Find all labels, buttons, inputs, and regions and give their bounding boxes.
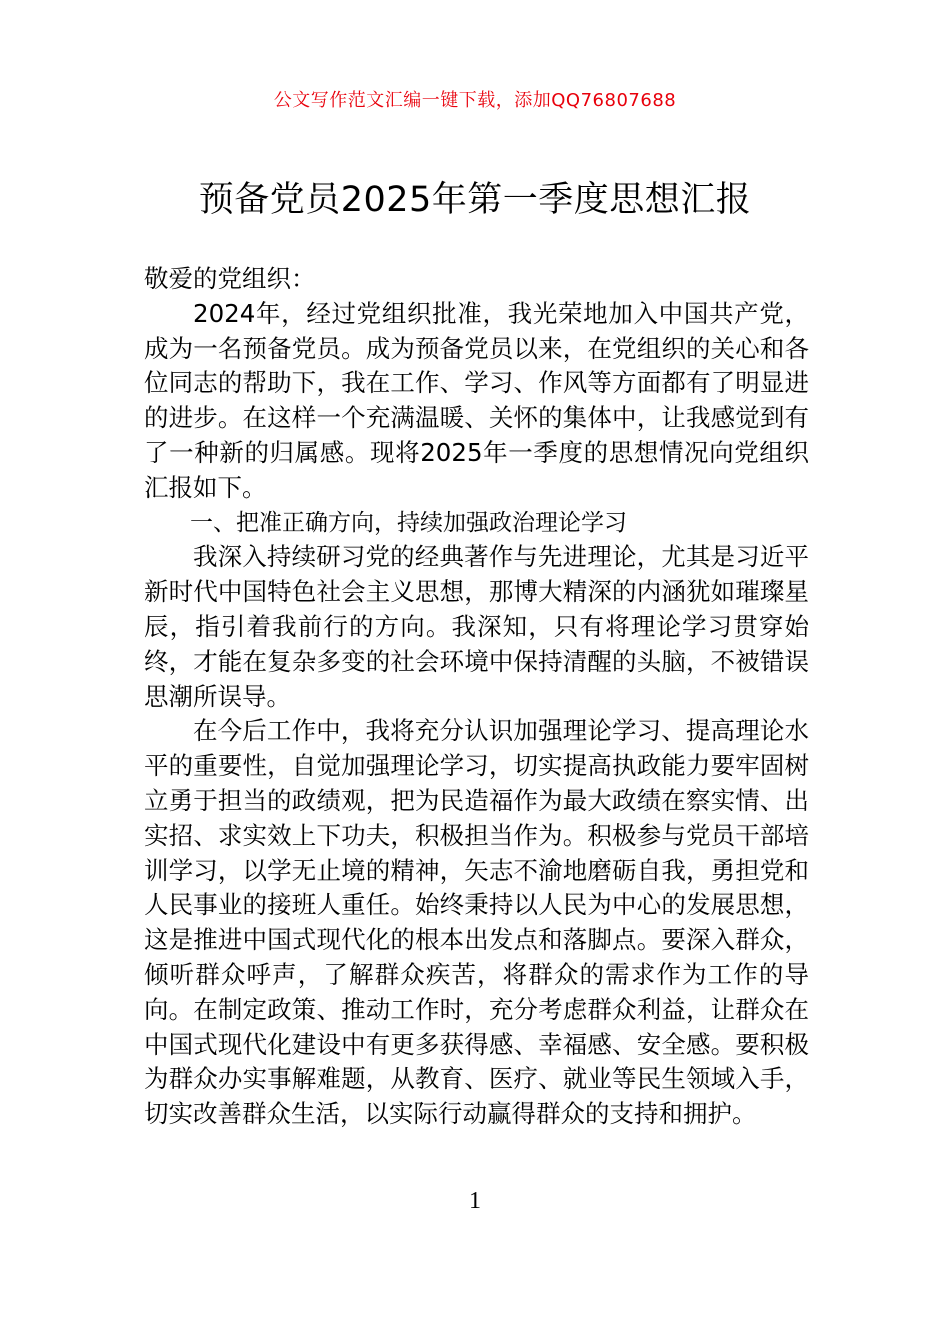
section-1-paragraph-2: 在今后工作中，我将充分认识加强理论学习、提高理论水平的重要性，自觉加强理论学习，切实提高执政能力要牢固树立勇于担当的政绩观，把为民造福作为最大政绩在察实情、出实招、求实效上下功夫，积极担当作为。积极参与党员干部培训学习，以学无止境的精神，矢志不渝地磨砺自我，勇担党和人民事业的接班人重任。始终秉持以人民为中心的发展思想，这是推进中国式现代化的根本出发点和落脚点。要深入群众，倾听群众呼声，了解群众疾苦，将群众的需求作为工作的导向。在制定政策、推动工作时，充分考虑群众利益，让群众在中国式现代化建设中有更多获得感、幸福感、安全感。要积极为群众办实事解难题，从教育、医疗、就业等民生领域入手，切实改善群众生活，以实际行动赢得群众的支持和拥护。 xyxy=(144,716,809,1129)
salutation: 敬爱的党组织： xyxy=(144,264,316,293)
document-body xyxy=(144,262,809,1132)
download-promo-note: 公文写作范文汇编一键下载，添加QQ76807688 xyxy=(273,90,677,111)
document-title: 预备党员2025年第一季度思想汇报 xyxy=(198,180,752,220)
section-1-paragraph-1: 我深入持续研习党的经典著作与先进理论，尤其是习近平新时代中国特色社会主义思想，那博大精深的内涵犹如璀璨星辰，指引着我前行的方向。我深知，只有将理论学习贯穿始终，才能在复杂多变的社会环境中保持清醒的头脑，不被错误思潮所误导。 xyxy=(144,542,809,711)
page-number: 1 xyxy=(469,1188,481,1214)
intro-paragraph: 2024年，经过党组织批准，我光荣地加入中国共产党，成为一名预备党员。成为预备党员以来，在党组织的关心和各位同志的帮助下，我在工作、学习、作风等方面都有了明显进的进步。在这样一个充满温暖、关怀的集体中，让我感觉到有了一种新的归属感。现将2025年一季度的思想情况向党组织汇报如下。 xyxy=(144,298,809,502)
section-1-heading: 一、把准正确方向，持续加强政治理论学习 xyxy=(190,509,627,536)
